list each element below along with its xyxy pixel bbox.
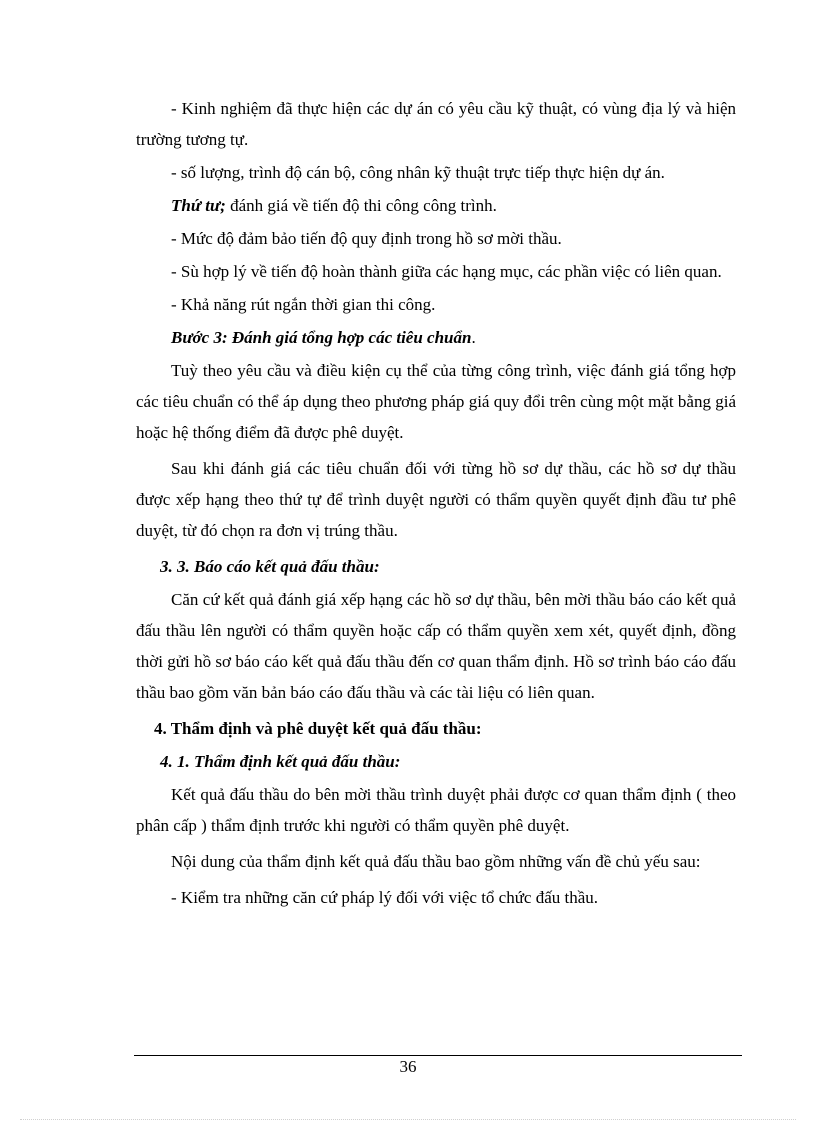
paragraph-shorten-time: - Khả năng rút ngắn thời gian thi công. (171, 295, 436, 314)
criterion-text: đánh giá về tiến độ thi công công trình. (225, 196, 497, 215)
section-4-1-heading: 4. 1. Thẩm định kết quả đấu thầu: (160, 752, 401, 771)
paragraph-appraisal-content: Nội dung của thẩm định kết quả đấu thầu bao gồm những vấn đề chủ yếu sau: (171, 852, 701, 871)
step-3-heading (136, 322, 736, 353)
page-edge-divider (20, 1119, 796, 1120)
paragraph-legal-check: - Kiểm tra những căn cứ pháp lý đối với việc tổ chức đấu thầu. (171, 888, 599, 907)
page-body (136, 93, 736, 915)
paragraph-fourth-criterion (136, 190, 736, 221)
paragraph-schedule-assurance: - Mức độ đảm bảo tiến độ quy định trong hồ sơ mời thầu. (171, 229, 562, 248)
paragraph-staff: - số lượng, trình độ cán bộ, công nhân kỹ thuật trực tiếp thực hiện dự án. (171, 163, 665, 182)
step-3-heading-period: . (471, 328, 476, 347)
paragraph-ranking: Sau khi đánh giá các tiêu chuẩn đối với từng hồ sơ dự thầu, các hồ sơ dự thầu được xếp hạng theo thứ tự để trình duyệt người có thẩm quyền quyết định đầu tư phê duyệt, từ đó chọn ra đơn vị trúng thầu. (136, 459, 736, 540)
criterion-label: Thứ tư; (171, 196, 226, 215)
section-4-heading: 4. Thẩm định và phê duyệt kết quả đấu thầu: (154, 719, 482, 738)
paragraph-experience: - Kinh nghiệm đã thực hiện các dự án có yêu cầu kỹ thuật, có vùng địa lý và hiện trường tương tự. (136, 99, 736, 149)
section-3-3-heading: 3. 3. Báo cáo kết quả đấu thầu: (160, 557, 380, 576)
paragraph-overall-evaluation: Tuỳ theo yêu cầu và điều kiện cụ thể của từng công trình, việc đánh giá tổng hợp các tiêu chuẩn có thể áp dụng theo phương pháp giá quy đổi trên cùng một mặt bằng giá hoặc hệ thống điểm đã được phê duyệt. (136, 361, 736, 442)
paragraph-schedule-reasonable: - Sù hợp lý về tiến độ hoàn thành giữa các hạng mục, các phần việc có liên quan. (171, 262, 722, 281)
footer-divider (134, 1055, 742, 1056)
paragraph-appraisal: Kết quả đấu thầu do bên mời thầu trình duyệt phải được cơ quan thẩm định ( theo phân cấp ) thẩm định trước khi người có thẩm quyền phê duyệt. (136, 785, 736, 835)
page-number: 36 (399, 1057, 417, 1076)
paragraph-report: Căn cứ kết quả đánh giá xếp hạng các hồ sơ dự thầu, bên mời thầu báo cáo kết quả đấu thầu lên người có thẩm quyền hoặc cấp có thẩm quyền xem xét, quyết định, đồng thời gửi hồ sơ báo cáo kết quả đấu thầu đến cơ quan thẩm định. Hồ sơ trình báo cáo đấu thầu bao gồm văn bản báo cáo đấu thầu và các tài liệu có liên quan. (136, 590, 736, 702)
step-3-heading-text: Bước 3: Đánh giá tổng hợp các tiêu chuẩn (171, 328, 472, 347)
